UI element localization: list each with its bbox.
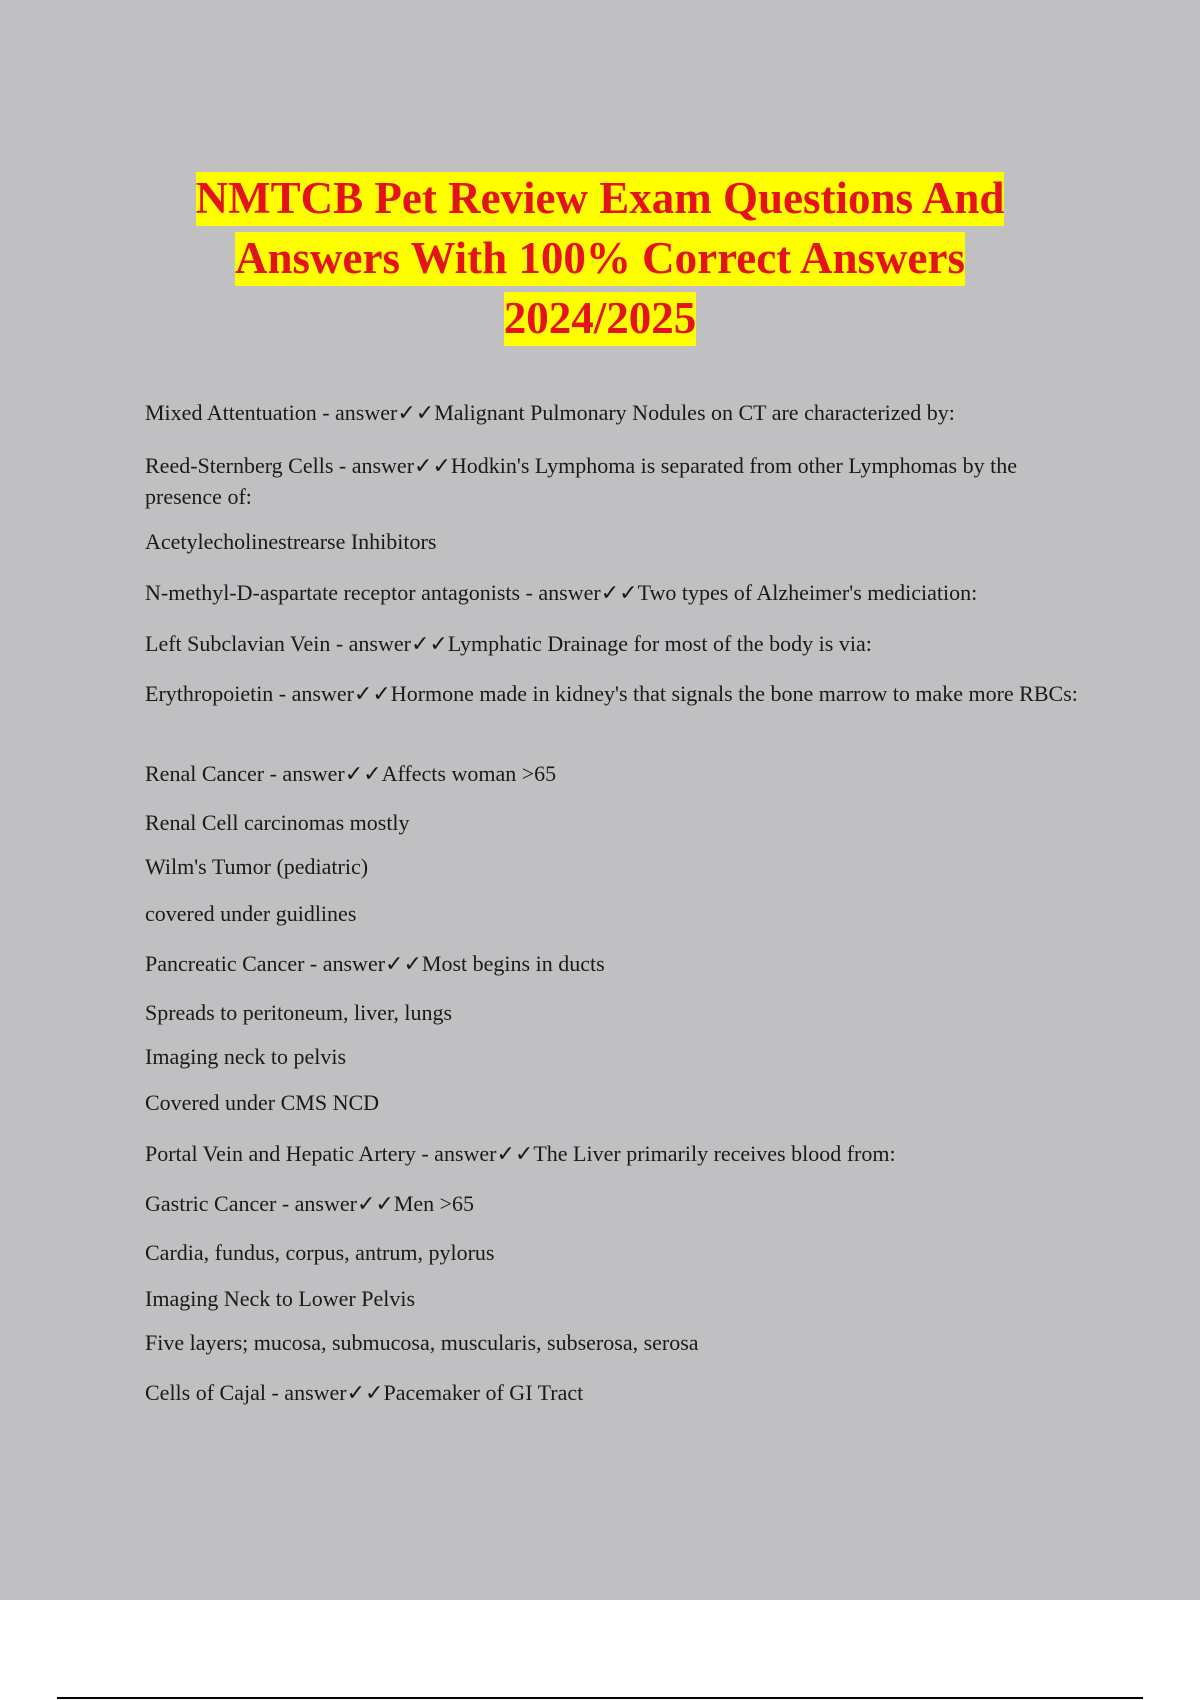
qa-entry: Cardia, fundus, corpus, antrum, pylorus — [145, 1240, 495, 1265]
title-line: Answers With 100% Correct Answers — [235, 232, 965, 286]
qa-entry: Portal Vein and Hepatic Artery - answer✓✓The Liver primarily receives blood from: — [145, 1141, 896, 1166]
title-line: 2024/2025 — [504, 292, 697, 346]
qa-entry: Reed-Sternberg Cells - answer✓✓Hodkin's Lymphoma is separated from other Lymphomas by the presence of: — [145, 453, 1017, 509]
qa-entry: covered under guidlines — [145, 901, 357, 926]
qa-entry: Covered under CMS NCD — [145, 1090, 380, 1115]
qa-entry: N-methyl-D-aspartate receptor antagonists - answer✓✓Two types of Alzheimer's mediciation: — [145, 580, 978, 605]
qa-entry: Gastric Cancer - answer✓✓Men >65 — [145, 1191, 475, 1216]
qa-entry: Spreads to peritoneum, liver, lungs — [145, 1000, 453, 1025]
qa-entry: Left Subclavian Vein - answer✓✓Lymphatic Drainage for most of the body is via: — [145, 631, 872, 656]
qa-entry: Pancreatic Cancer - answer✓✓Most begins in ducts — [145, 951, 605, 976]
qa-entry: Cells of Cajal - answer✓✓Pacemaker of GI Tract — [145, 1380, 584, 1405]
qa-entry: Wilm's Tumor (pediatric) — [145, 854, 369, 879]
qa-entry: Renal Cell carcinomas mostly — [145, 810, 410, 835]
qa-entry: Erythropoietin - answer✓✓Hormone made in kidney's that signals the bone marrow to make more RBCs: — [145, 681, 1078, 706]
title-line: NMTCB Pet Review Exam Questions And — [196, 172, 1005, 226]
qa-entry: Imaging neck to pelvis — [145, 1044, 347, 1069]
qa-entry: Acetylecholinestrearse Inhibitors — [145, 529, 437, 554]
qa-entry: Five layers; mucosa, submucosa, muscularis, subserosa, serosa — [145, 1330, 699, 1355]
qa-entry: Imaging Neck to Lower Pelvis — [145, 1286, 416, 1311]
footer-divider — [57, 1697, 1143, 1699]
qa-entry: Mixed Attentuation - answer✓✓Malignant Pulmonary Nodules on CT are characterized by: — [145, 400, 955, 425]
qa-entry: Renal Cancer - answer✓✓Affects woman >65 — [145, 761, 557, 786]
